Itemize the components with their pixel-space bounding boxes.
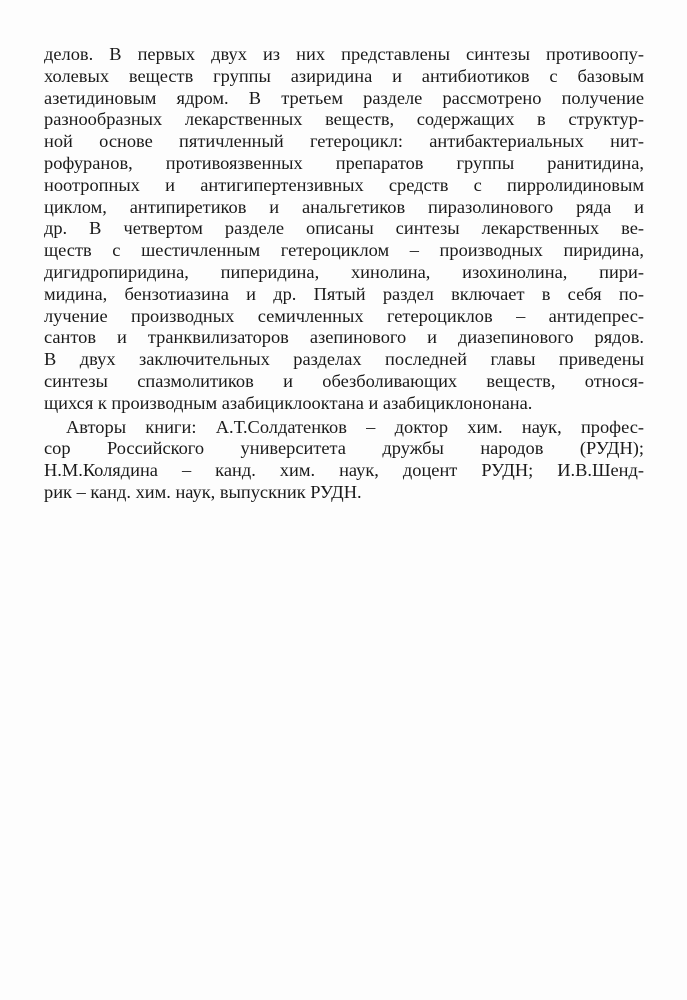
text-line: разнообразных лекарственных веществ, содержащих в структур- bbox=[44, 109, 644, 130]
paragraph-sections-overview bbox=[44, 44, 644, 415]
text-line: сантов и транквилизаторов азепинового и диазепинового рядов. bbox=[44, 327, 644, 348]
paragraph-authors bbox=[44, 417, 644, 504]
text-line: лучение производных семичленных гетероциклов – антидепрес- bbox=[44, 305, 644, 326]
text-line: ноотропных и антигипертензивных средств с пирролидиновым bbox=[44, 174, 644, 195]
text-line: делов. В первых двух из них представлены синтезы противоопу- bbox=[44, 44, 644, 64]
text-line: азетидиновым ядром. В третьем разделе рассмотрено получение bbox=[44, 87, 644, 108]
text-line: дигидропиридина, пиперидина, хинолина, изохинолина, пири- bbox=[44, 261, 644, 282]
body-text bbox=[44, 44, 644, 504]
text-line: В двух заключительных разделах последней главы приведены bbox=[44, 349, 644, 370]
text-line: рофуранов, противоязвенных препаратов группы ранитидина, bbox=[44, 152, 644, 173]
text-line: сор Российского университета дружбы народов (РУДН); bbox=[44, 438, 644, 459]
text-line: синтезы спазмолитиков и обезболивающих веществ, относя- bbox=[44, 370, 644, 391]
text-line: циклом, антипиретиков и анальгетиков пиразолинового ряда и bbox=[44, 196, 644, 217]
text-line: щихся к производным азабициклооктана и азабициклононана. bbox=[44, 392, 533, 413]
text-line: Авторы книги: А.Т.Солдатенков – доктор хим. наук, профес- bbox=[66, 416, 644, 437]
text-line: др. В четвертом разделе описаны синтезы лекарственных ве- bbox=[44, 218, 644, 239]
text-line: рик – канд. хим. наук, выпускник РУДН. bbox=[44, 481, 362, 502]
text-line: ществ с шестичленным гетероциклом – производных пиридина, bbox=[44, 240, 644, 261]
text-line: мидина, бензотиазина и др. Пятый раздел включает в себя по- bbox=[44, 283, 644, 304]
text-line: холевых веществ группы азиридина и антибиотиков с базовым bbox=[44, 65, 644, 86]
text-line: Н.М.Колядина – канд. хим. наук, доцент РУДН; И.В.Шенд- bbox=[44, 460, 644, 481]
text-line: ной основе пятичленный гетероцикл: антибактериальных нит- bbox=[44, 131, 644, 152]
